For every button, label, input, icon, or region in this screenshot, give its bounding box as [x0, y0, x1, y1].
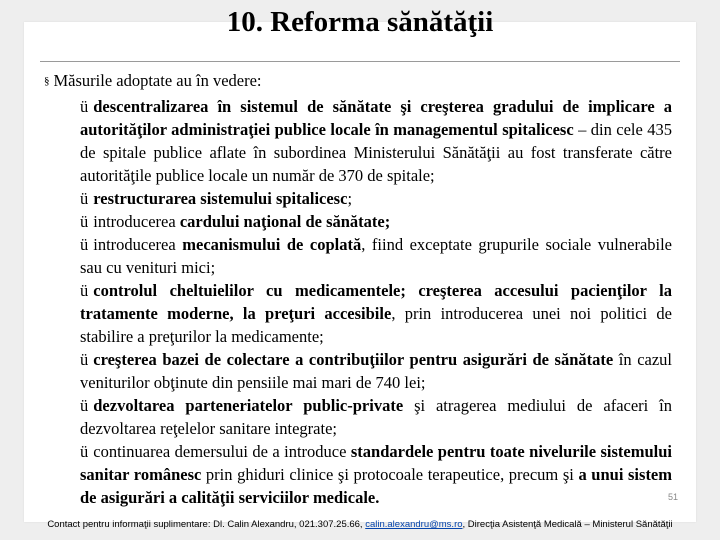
- intro-text: Măsurile adoptate au în vedere:: [53, 71, 262, 90]
- measure-bold-text: creşterea bazei de colectare a contribuţiilor pentru asigurări de sănătate: [93, 350, 614, 369]
- checkmark-icon: ü: [80, 235, 89, 254]
- intro-line: [44, 71, 262, 91]
- measure-item: [80, 233, 672, 279]
- measure-item: [80, 279, 672, 348]
- measure-bold-text: mecanismului de coplată: [182, 235, 362, 254]
- measure-bold-text: dezvoltarea parteneriatelor public-private: [93, 396, 404, 415]
- measure-item: [80, 440, 672, 509]
- checkmark-icon: ü: [80, 281, 89, 300]
- checkmark-icon: ü: [80, 97, 89, 116]
- measure-text: , prin introducerea unei noi politici de stabilire a preţurilor la medicamente;: [80, 304, 673, 346]
- footer-prefix: Contact pentru informaţii suplimentare: Dl. Calin Alexandru, 021.307.25.66,: [47, 519, 366, 530]
- measure-item: [80, 187, 672, 210]
- measure-text: introducerea: [93, 212, 180, 231]
- measure-item: [80, 394, 672, 440]
- checkmark-icon: ü: [80, 350, 89, 369]
- measure-text: – din cele 435 de spitale publice aflate în subordinea Ministerului Sănătăţii au fost transferate către autorităţile publice locale un număr de 370 de spitale;: [80, 120, 673, 185]
- measure-bold-text: a unui sistem de asigurări a calităţii serviciilor medicale.: [80, 465, 673, 507]
- checkmark-icon: ü: [80, 189, 89, 208]
- measure-item: [80, 210, 672, 233]
- measure-bold-text: controlul cheltuielilor cu medicamentele; creşterea accesului pacienţilor la tratamente moderne, la preţuri accesibile: [80, 281, 672, 323]
- measure-item: [80, 348, 672, 394]
- measure-text: continuarea demersului de a introduce: [93, 442, 351, 461]
- square-bullet-icon: §: [44, 75, 50, 87]
- footer-suffix: , Direcţia Asistenţă Medicală – Ministerul Sănătăţii: [462, 519, 673, 530]
- contact-footer: [0, 519, 720, 530]
- measure-text: prin ghiduri clinice şi protocoale terapeutice, precum şi: [201, 465, 579, 484]
- measure-bold-text: descentralizarea în sistemul de sănătate şi creşterea gradului de implicare a autorităţilor administraţiei publice locale în managementul spitalicesc: [80, 97, 672, 139]
- measure-bold-text: restructurarea sistemului spitalicesc: [93, 189, 348, 208]
- checkmark-icon: ü: [80, 396, 89, 415]
- page-number: 51: [668, 492, 679, 502]
- measure-text: ;: [347, 189, 353, 208]
- measure-item: [80, 95, 672, 187]
- checkmark-icon: ü: [80, 212, 89, 231]
- checkmark-icon: ü: [80, 442, 89, 461]
- measure-text: în cazul veniturilor obţinute din pensiile mai mari de 740 lei;: [80, 350, 672, 392]
- measure-text: introducerea: [93, 235, 183, 254]
- measure-bold-text: cardului naţional de sănătate;: [179, 212, 391, 231]
- slide-title: 10. Reforma sănătăţii: [226, 6, 494, 38]
- measure-bold-text: standardele pentru toate nivelurile sistemului sanitar românesc: [80, 442, 672, 484]
- contact-email-link[interactable]: calin.alexandru@ms.ro: [365, 519, 463, 530]
- measure-text: şi atragerea mediului de afaceri în dezvoltarea reţelelor sanitare integrate;: [80, 396, 672, 438]
- title-divider: [40, 61, 680, 62]
- measures-list: [80, 95, 672, 509]
- measure-text: , fiind exceptate grupurile sociale vulnerabile sau cu venituri mici;: [80, 235, 673, 277]
